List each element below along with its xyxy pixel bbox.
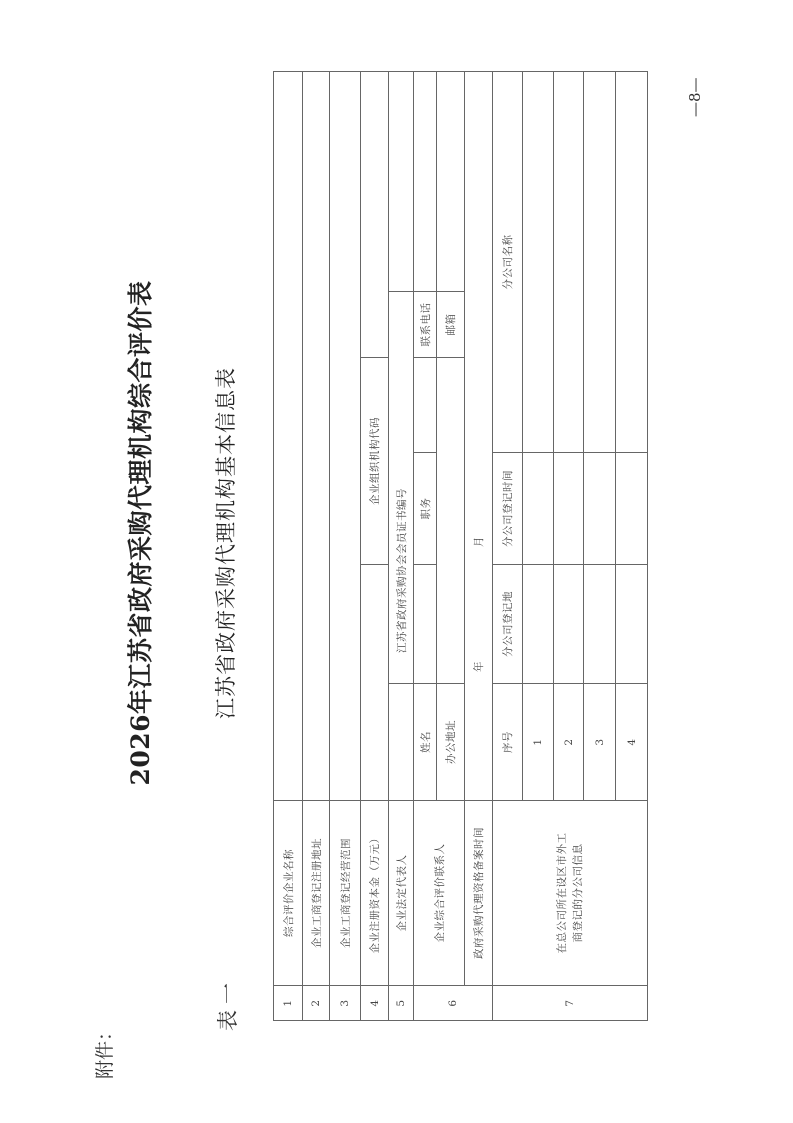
branch-location-field[interactable] [616,565,648,684]
branch-location-field[interactable] [554,565,584,684]
member-certificate-field[interactable] [389,71,414,291]
row-label: 企业工商登记经营范围 [330,801,361,986]
attachment-label: 附件： [94,1021,116,1079]
row-number: 4 [361,986,389,1021]
sub-label: 邮箱 [437,292,465,358]
column-header: 分公司登记地 [493,565,523,684]
office-address-field[interactable] [437,358,465,684]
basic-info-table [273,71,648,1021]
table-row [389,71,414,1020]
column-header: 分公司名称 [493,71,523,452]
table-subtitle: 江苏省政府采购代理机构基本信息表 [214,367,238,719]
legal-representative-field[interactable] [389,684,414,801]
column-header: 序号 [493,684,523,801]
page-title: 2026年江苏省政府采购代理机构综合评价表 [126,280,155,786]
row-label: 企业注册资本金（万元） [361,801,389,986]
table-row [330,71,361,1020]
row-number: 7 [493,986,648,1021]
year-label: 年 [473,661,485,672]
table-row [414,71,437,1020]
row-label: 企业组织机构代码 [361,358,389,565]
row-label: 企业法定代表人 [389,801,414,986]
contact-position-field[interactable] [414,358,437,453]
sub-label: 姓名 [414,684,437,801]
registered-capital-field[interactable] [361,565,389,801]
branch-name-field[interactable] [584,71,616,452]
email-field[interactable] [437,71,465,291]
sub-label: 职务 [414,453,437,565]
row-label: 政府采购代理资格备案时间 [465,801,493,986]
branch-index: 3 [584,684,616,801]
contact-name-field[interactable] [414,565,437,684]
row-number: 1 [274,986,303,1021]
branch-name-field[interactable] [616,71,648,452]
branch-date-field[interactable] [523,453,554,565]
branch-index: 2 [554,684,584,801]
branch-name-field[interactable] [523,71,554,452]
table-row [361,71,389,1020]
sub-label: 联系电话 [414,292,437,358]
branch-date-field[interactable] [616,453,648,565]
branch-name-field[interactable] [554,71,584,452]
branch-index: 4 [616,684,648,801]
row-number: 5 [389,986,414,1021]
branch-index: 1 [523,684,554,801]
page-number: —8— [686,77,704,117]
month-label: 月 [473,536,485,548]
row-label: 综合评价企业名称 [274,801,303,986]
table-row [493,71,523,1020]
sub-label: 办公地址 [437,684,465,801]
row-label: 企业工商登记注册地址 [303,801,330,986]
row-label: 在总公司所在设区市外工商登记的分公司信息 [493,801,648,986]
branch-location-field[interactable] [523,565,554,684]
filing-date-field[interactable] [465,71,493,800]
table-row [274,71,303,1020]
row-number: 2 [303,986,330,1021]
company-name-field[interactable] [274,71,303,800]
branch-location-field[interactable] [584,565,616,684]
contact-phone-field[interactable] [414,71,437,291]
row-label: 企业综合评价联系人 [414,801,465,986]
branch-date-field[interactable] [584,453,616,565]
row-number: 6 [414,986,493,1021]
table-label: 表一 [216,977,240,1031]
organization-code-field[interactable] [361,71,389,357]
registered-address-field[interactable] [303,71,330,800]
table-row [465,71,493,1020]
column-header: 分公司登记时间 [493,453,523,565]
row-label: 江苏省政府采购协会会员证书编号 [389,292,414,684]
business-scope-field[interactable] [330,71,361,800]
row-number: 3 [330,986,361,1021]
branch-date-field[interactable] [554,453,584,565]
table-row [303,71,330,1020]
